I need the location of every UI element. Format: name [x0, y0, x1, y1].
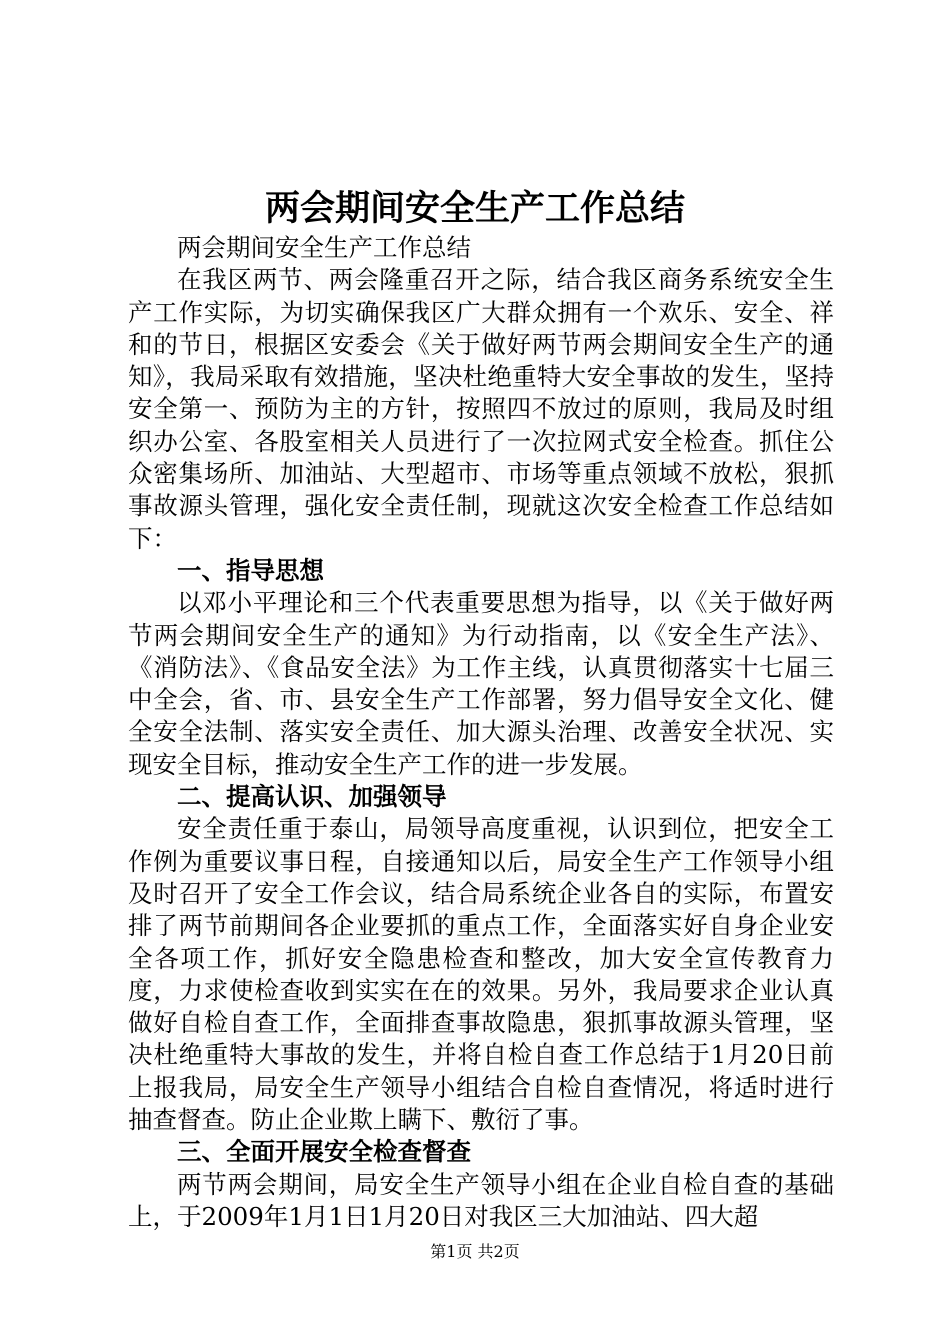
document-body [128, 232, 834, 1233]
document-title: 两会期间安全生产工作总结 [264, 189, 685, 229]
paragraph: 两节两会期间，局安全生产领导小组在企业自检自查的基础上，于2009年1月1日1月20日对我区三大加油站、四大超 [128, 1169, 834, 1231]
paragraph: 在我区两节、两会隆重召开之际，结合我区商务系统安全生产工作实际，为切实确保我区广大群众拥有一个欢乐、安全、祥和的节日，根据区安委会《关于做好两节两会期间安全生产的通知》，我局采取有效措施，坚决杜绝重特大安全事故的发生，坚持安全第一、预防为主的方针，按照四不放过的原则，我局及时组织办公室、各股室相关人员进行了一次拉网式安全检查。抓住公众密集场所、加油站、大型超市、市场等重点领域不放松，狠抓事故源头管理，强化安全责任制，现就这次安全检查工作总结如下： [128, 265, 834, 553]
paragraph: 以邓小平理论和三个代表重要思想为指导，以《关于做好两节两会期间安全生产的通知》为行动指南，以《安全生产法》、《消防法》、《食品安全法》为工作主线，认真贯彻落实十七届三中全会，省、市、县安全生产工作部署，努力倡导安全文化、健全安全法制、落实安全责任、加大源头治理、改善安全状况、实现安全目标，推动安全生产工作的进一步发展。 [128, 588, 834, 779]
section-heading: 一、指导思想 [177, 555, 324, 585]
section-heading: 三、全面开展安全检查督查 [177, 1137, 471, 1167]
page-footer: 第1页 共2页 [430, 1242, 520, 1261]
paragraph: 两会期间安全生产工作总结 [177, 233, 471, 262]
paragraph: 安全责任重于泰山，局领导高度重视，认识到位，把安全工作例为重要议事日程，自接通知以后，局安全生产工作领导小组及时召开了安全工作会议，结合局系统企业各自的实际，布置安排了两节前期间各企业要抓的重点工作，全面落实好自身企业安全各项工作，抓好安全隐患检查和整改，加大安全宣传教育力度，力求使检查收到实实在在的效果。另外，我局要求企业认真做好自检自查工作，全面排查事故隐患，狠抓事故源头管理，坚决杜绝重特大事故的发生，并将自检自查工作总结于1月20日前上报我局，局安全生产领导小组结合自检自查情况，将适时进行抽查督查。防止企业欺上瞒下、敷衍了事。 [128, 814, 834, 1135]
section-heading: 二、提高认识、加强领导 [177, 782, 447, 812]
